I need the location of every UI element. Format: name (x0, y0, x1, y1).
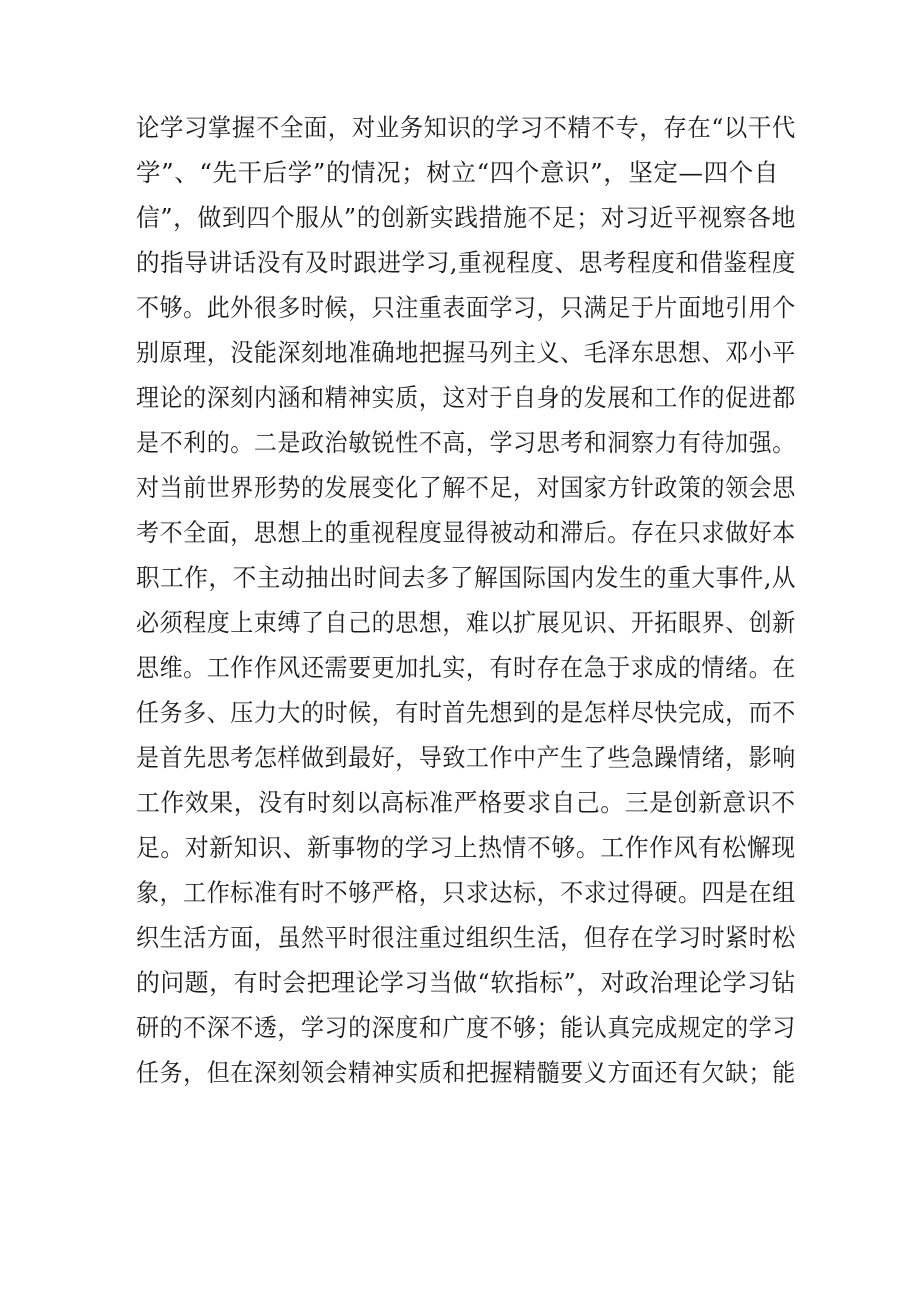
text-line: 信”，做到四个服从”的创新实践措施不足；对习近平视察各地 (136, 203, 796, 232)
text-line: 理论的深刻内涵和精神实质，这对于自身的发展和工作的促进都 (136, 383, 796, 412)
text-line: 别原理，没能深刻地准确地把握马列主义、毛泽东思想、邓小平 (136, 338, 796, 367)
text-line: 任务，但在深刻领会精神实质和把握精髓要义方面还有欠缺；能 (136, 1058, 796, 1087)
text-line: 是不利的。二是政治敏锐性不高，学习思考和洞察力有待加强。 (136, 428, 796, 457)
text-line: 织生活方面，虽然平时很注重过组织生活，但存在学习时紧时松 (136, 923, 796, 952)
text-line: 思维。工作作风还需要更加扎实，有时存在急于求成的情绪。在 (136, 653, 796, 682)
text-line: 论学习掌握不全面，对业务知识的学习不精不专，存在“以干代 (136, 113, 796, 142)
text-line: 不够。此外很多时候，只注重表面学习，只满足于片面地引用个 (136, 293, 796, 322)
text-line: 象，工作标准有时不够严格，只求达标，不求过得硬。四是在组 (136, 878, 796, 907)
text-line: 对当前世界形势的发展变化了解不足，对国家方针政策的领会思 (136, 473, 796, 502)
text-line: 必须程度上束缚了自己的思想，难以扩展见识、开拓眼界、创新 (136, 608, 796, 637)
text-line: 考不全面，思想上的重视程度显得被动和滞后。存在只求做好本 (136, 518, 796, 547)
text-line: 足。对新知识、新事物的学习上热情不够。工作作风有松懈现 (136, 833, 796, 862)
text-line: 职工作，不主动抽出时间去多了解国际国内发生的重大事件,从 (136, 563, 797, 592)
text-line: 的指导讲话没有及时跟进学习,重视程度、思考程度和借鉴程度 (136, 248, 797, 277)
text-line: 的问题，有时会把理论学习当做“软指标”，对政治理论学习钻 (136, 968, 796, 997)
text-line: 学”、“先干后学”的情况；树立“四个意识”，坚定—四个自 (136, 158, 779, 187)
text-line: 是首先思考怎样做到最好，导致工作中产生了些急躁情绪，影响 (136, 743, 796, 772)
text-line: 任务多、压力大的时候，有时首先想到的是怎样尽快完成，而不 (136, 698, 796, 727)
text-line: 研的不深不透，学习的深度和广度不够；能认真完成规定的学习 (136, 1013, 796, 1042)
text-line: 工作效果，没有时刻以高标准严格要求自己。三是创新意识不 (136, 788, 796, 817)
